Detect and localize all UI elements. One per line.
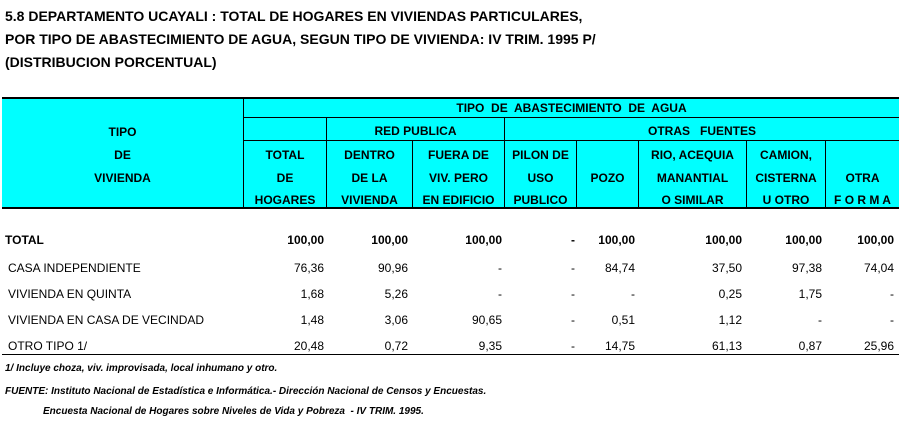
cell-value: 1,48 — [300, 313, 324, 327]
title-line-2: POR TIPO DE ABASTECIMIENTO DE AGUA, SEGUN TIPO DE VIVIENDA: IV TRIM. 1995 P/ — [5, 31, 596, 47]
cell-value: 0,87 — [798, 339, 822, 353]
cell-value: 0,51 — [611, 313, 635, 327]
row-label: TOTAL — [5, 233, 44, 247]
header-vivienda: VIVIENDA — [94, 171, 151, 185]
cell-value: 100,00 — [785, 233, 822, 247]
header-hline-1 — [243, 117, 899, 118]
header-red-publica: RED PUBLICA — [374, 124, 457, 138]
cell-value: 100,00 — [598, 233, 635, 247]
header-top-border — [2, 97, 899, 99]
col-pozo: POZO — [590, 171, 625, 185]
cell-value: 37,50 — [711, 261, 742, 275]
title-line-1: 5.8 DEPARTAMENTO UCAYALI : TOTAL DE HOGARES EN VIVIENDAS PARTICULARES, — [5, 8, 583, 24]
cell-value: - — [571, 313, 575, 327]
header-tipo: TIPO — [108, 125, 137, 139]
table-header — [2, 97, 899, 209]
table-row — [0, 261, 900, 281]
header-abastecimiento: TIPO DE ABASTECIMIENTO DE AGUA — [456, 101, 687, 115]
col-fuera-l1: FUERA DE — [428, 148, 489, 162]
table-row — [0, 233, 900, 253]
cell-value: 100,00 — [371, 233, 408, 247]
table-row — [0, 287, 900, 307]
cell-value: 5,26 — [384, 287, 408, 301]
col-camion-l1: CAMION, — [760, 148, 812, 162]
cell-value: 14,75 — [604, 339, 635, 353]
row-label: VIVIENDA EN CASA DE VECINDAD — [8, 313, 205, 327]
cell-value: - — [571, 287, 575, 301]
col-dentro-l2: DE LA — [351, 171, 388, 185]
cell-value: - — [498, 287, 502, 301]
cell-value: - — [571, 261, 575, 275]
cell-value: 61,13 — [711, 339, 742, 353]
col-total-l1: TOTAL — [265, 148, 305, 162]
cell-value: 100,00 — [465, 233, 502, 247]
cell-value: 100,00 — [705, 233, 742, 247]
header-bottom-border — [2, 207, 899, 209]
cell-value: 97,38 — [791, 261, 822, 275]
cell-value: 1,68 — [300, 287, 324, 301]
col-fuera-l2: VIV. PERO — [429, 171, 488, 185]
col-fuera-l3: EN EDIFICIO — [422, 193, 495, 207]
cell-value: 100,00 — [287, 233, 324, 247]
cell-value: 76,36 — [293, 261, 324, 275]
col-total-l3: HOGARES — [254, 193, 316, 207]
row-label: OTRO TIPO 1/ — [8, 339, 88, 353]
cell-value: 20,48 — [293, 339, 324, 353]
row-label: VIVIENDA EN QUINTA — [8, 287, 132, 301]
col-dentro-l3: VIVIENDA — [341, 193, 398, 207]
title-line-3: (DISTRIBUCION PORCENTUAL) — [5, 54, 217, 70]
col-camion-l3: U OTRO — [762, 193, 810, 207]
cell-value: - — [631, 287, 635, 301]
row-label: CASA INDEPENDIENTE — [8, 261, 141, 275]
cell-value: - — [890, 313, 894, 327]
table-row — [0, 313, 900, 333]
cell-value: 3,06 — [384, 313, 408, 327]
cell-value: 0,25 — [718, 287, 742, 301]
col-rio-l3: O SIMILAR — [661, 193, 724, 207]
col-pilon-l3: PUBLICO — [513, 193, 568, 207]
cell-value: - — [890, 287, 894, 301]
col-dentro-l1: DENTRO — [344, 148, 395, 162]
survey-note: Encuesta Nacional de Hogares sobre Niveles de Vida y Pobreza - IV TRIM. 1995. — [43, 406, 424, 417]
col-camion-l2: CISTERNA — [755, 171, 817, 185]
col-otra-l2: F O R M A — [834, 193, 891, 207]
footnote: 1/ Incluye choza, viv. improvisada, local inhumano y otro. — [5, 363, 278, 374]
cell-value: 0,72 — [384, 339, 408, 353]
col-total-l2: DE — [276, 171, 294, 185]
cell-value: 1,12 — [718, 313, 742, 327]
col-pilon-l1: PILON DE — [512, 148, 569, 162]
cell-value: 9,35 — [478, 339, 502, 353]
cell-value: - — [571, 339, 575, 353]
cell-value: 74,04 — [863, 261, 894, 275]
cell-value: 25,96 — [863, 339, 894, 353]
cell-value: 100,00 — [857, 233, 894, 247]
col-pilon-l2: USO — [527, 171, 554, 185]
table-row — [0, 339, 900, 359]
col-otra-l1: OTRA — [845, 171, 880, 185]
cell-value: - — [571, 233, 575, 247]
cell-value: 84,74 — [604, 261, 635, 275]
header-de: DE — [114, 148, 131, 162]
col-rio-l1: RIO, ACEQUIA — [651, 148, 734, 162]
col-rio-l2: MANANTIAL — [656, 171, 729, 185]
cell-value: 90,96 — [377, 261, 408, 275]
source-note: FUENTE: Instituto Nacional de Estadística e Informática.- Dirección Nacional de Censos y Encuestas. — [5, 386, 487, 397]
cell-value: - — [818, 313, 822, 327]
cell-value: - — [498, 261, 502, 275]
header-otras-fuentes: OTRAS FUENTES — [647, 124, 756, 138]
cell-value: 90,65 — [471, 313, 502, 327]
table-bottom-border — [2, 354, 899, 355]
header-hline-2 — [243, 140, 899, 141]
cell-value: 1,75 — [798, 287, 822, 301]
